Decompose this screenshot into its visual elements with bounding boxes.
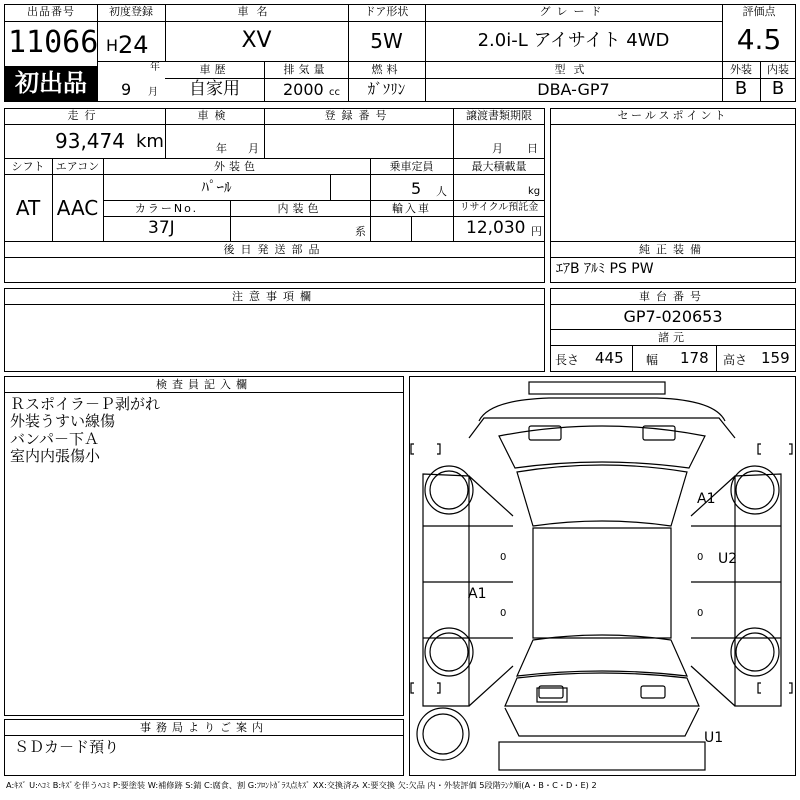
score-int-value: B	[771, 78, 785, 99]
inspection-label: 車検	[197, 109, 232, 122]
history-label: 車歴	[199, 63, 230, 76]
diagram-zero: 0	[500, 608, 507, 619]
displacement-unit: cc	[329, 87, 340, 98]
import-label: 輸入車	[392, 202, 431, 215]
color-no-value: 37J	[148, 218, 175, 238]
model-label: 車名	[237, 5, 276, 18]
diagram-zero: 0	[500, 552, 507, 563]
inspector-line: 室内内張傷小	[10, 447, 101, 465]
capacity-unit: 人	[436, 185, 447, 198]
damage-mark: U2	[718, 551, 738, 567]
grade-label: グレード	[539, 5, 608, 18]
inspection-year-unit: 年	[216, 142, 227, 155]
first-reg-month-unit: 月	[148, 87, 158, 98]
history-value: 自家用	[189, 79, 240, 99]
exterior-color-label: 外装色	[214, 160, 259, 173]
grade-value: 2.0i-L アイサイト 4WD	[477, 30, 670, 51]
recycle-unit: 円	[531, 225, 542, 238]
inspection-month-unit: 月	[248, 142, 259, 155]
inspector-line: Ｒスポイラ－Ｐ剥がれ	[10, 395, 161, 413]
transfer-docs-day-unit: 日	[527, 142, 538, 155]
mileage-label: 走行	[67, 109, 102, 122]
dims-height: 159	[761, 349, 790, 367]
dims-width: 178	[680, 349, 709, 367]
office-value: ＳＤカ－ド預り	[14, 738, 120, 756]
damage-mark: A1	[468, 586, 487, 602]
aircon-value: AAC	[56, 196, 99, 220]
sales-points-box	[550, 108, 796, 242]
later-parts-label: 後日発送部品	[223, 243, 326, 256]
chassis-label: 車台番号	[639, 290, 707, 303]
model-value: XV	[241, 28, 272, 53]
first-reg-era: H	[106, 36, 119, 55]
transfer-docs-label: 譲渡書類期限	[466, 109, 532, 122]
aircon-label: エアコン	[55, 160, 100, 173]
dims-length: 445	[595, 349, 624, 367]
first-listing-badge: 初出品	[5, 66, 97, 101]
transfer-docs-month-unit: 月	[492, 142, 503, 155]
doors-value: 5W	[370, 29, 403, 53]
shift-label: シフト	[11, 160, 45, 173]
model-code-value: DBA-GP7	[537, 80, 610, 99]
doors-label: ドア形状	[364, 5, 409, 18]
dims-width-label: 幅	[646, 353, 659, 367]
damage-mark: A1	[697, 491, 716, 507]
equipment-label: 純正装備	[639, 243, 707, 256]
lot-label: 出品番号	[27, 5, 75, 18]
first-reg-month: 9	[121, 80, 132, 99]
score-ext-value: B	[734, 78, 748, 99]
fuel-label: 燃料	[371, 63, 402, 76]
max-load-unit: kg	[528, 186, 541, 197]
max-load-label: 最大積載量	[471, 160, 527, 173]
diagram-zero: 0	[697, 552, 704, 563]
inspector-line: バンパ－下Ａ	[10, 430, 99, 448]
dims-label: 諸元	[658, 331, 688, 344]
color-no-label: カラーNo.	[134, 202, 199, 215]
score-ext-label: 外装	[730, 63, 752, 76]
capacity-label: 乗車定員	[389, 160, 434, 173]
inspector-label: 検査員記入欄	[156, 378, 252, 391]
first-reg-year: 24	[118, 31, 149, 59]
score-int-label: 内装	[767, 63, 789, 76]
model-code-label: 型式	[554, 63, 593, 76]
displacement-label: 排気量	[283, 63, 329, 76]
first-reg-label: 初度登録	[109, 5, 153, 18]
mileage-value: 93,474	[55, 129, 125, 153]
damage-mark: U1	[704, 730, 724, 746]
lot-number: 11066	[8, 25, 99, 60]
legend-text: A:ｷｽﾞ U:ﾍｺﾐ B:ｷｽﾞを伴うﾍｺﾐ P:要塗装 W:補修跡 S:錆 C:腐食、割 G:ﾌﾛﾝﾄｶﾞﾗｽ点ｷｽﾞ XX:交換済み X:要交換 欠:欠品 内・外装評価 5段階ﾗﾝｸ順(A・B・C・D・E) 2	[6, 780, 597, 790]
recycle-value: 12,030	[466, 218, 526, 238]
office-label: 事務局よりご案内	[140, 721, 268, 734]
capacity-value: 5	[411, 179, 422, 198]
diagram-zero: 0	[697, 608, 704, 619]
recycle-label: リサイクル預託金	[459, 202, 539, 213]
mileage-unit: km	[136, 131, 164, 152]
interior-color-label: 内装色	[277, 202, 323, 215]
fuel-value: ｶﾞｿﾘﾝ	[367, 80, 406, 98]
inspector-line: 外装うすい線傷	[10, 412, 116, 430]
car-diagram	[409, 376, 796, 776]
registration-label: 登録番号	[324, 109, 393, 122]
shift-value: AT	[15, 196, 41, 220]
first-reg-year-unit: 年	[150, 62, 160, 73]
equipment-value: ｴｱB ｱﾙﾐ PS PW	[556, 261, 654, 277]
dims-length-label: 長さ	[555, 353, 580, 367]
chassis-value: GP7-020653	[623, 307, 723, 326]
score-label: 評価点	[742, 5, 776, 18]
notes-label: 注意事項欄	[232, 290, 317, 303]
displacement-value: 2000	[283, 80, 324, 99]
interior-color-unit: 系	[355, 225, 366, 238]
exterior-color-value: ﾊﾟｰﾙ	[201, 178, 232, 196]
score-value: 4.5	[736, 23, 782, 56]
sales-points-label: セールスポイント	[617, 109, 729, 122]
dims-height-label: 高さ	[723, 353, 748, 367]
